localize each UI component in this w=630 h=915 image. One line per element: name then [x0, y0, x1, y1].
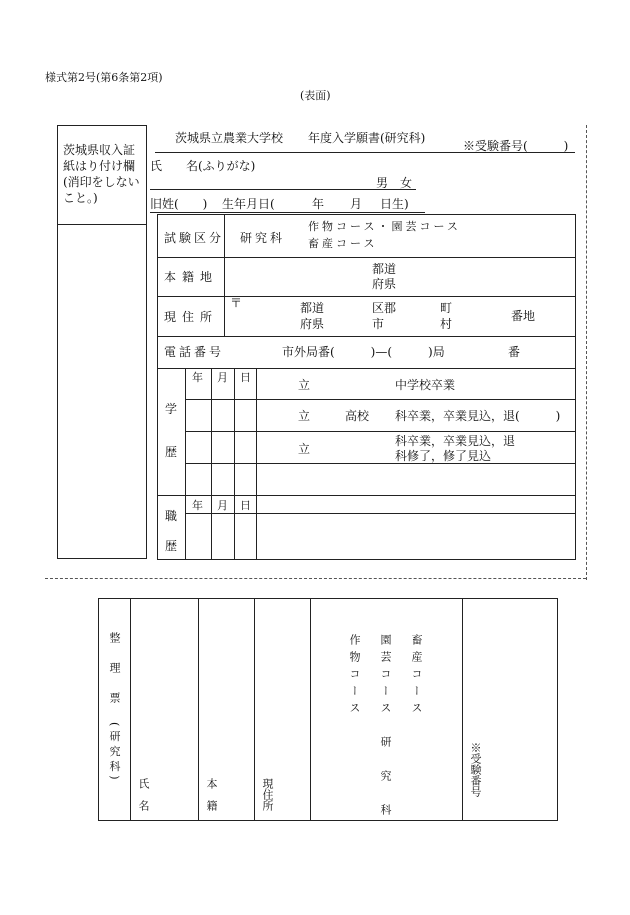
- education-col-year: 年: [192, 371, 203, 384]
- exam-section-label: 試験区分: [164, 231, 225, 245]
- gender-select[interactable]: 男 女: [376, 176, 413, 190]
- exam-number-field[interactable]: ※受験番号( ): [463, 139, 569, 153]
- row-line: [185, 431, 576, 432]
- name-label: 氏 名(ふりがな): [150, 159, 256, 173]
- address-ward-2: 市: [372, 317, 385, 331]
- education-label-1: 学: [165, 402, 178, 416]
- birth-month: 月: [350, 197, 363, 211]
- edu-row3-line1[interactable]: 科卒業，卒業見込，退: [395, 434, 516, 448]
- birth-day: 日生): [380, 197, 409, 211]
- address-ward-1: 区郡: [372, 301, 397, 315]
- address-banchi: 番地: [511, 309, 536, 323]
- domicile-label: 本籍地: [164, 270, 219, 284]
- slip-research-label: 研 究 科: [379, 736, 392, 821]
- edu-row2-school: 高校: [345, 409, 370, 423]
- row-line: [157, 336, 576, 337]
- slip-col-line: [310, 598, 311, 821]
- stamp-line-4: こと。): [63, 191, 98, 205]
- edu-row2-text[interactable]: 科卒業，卒業見込，退( ): [395, 409, 561, 423]
- former-name-field[interactable]: 旧姓( ): [150, 197, 208, 211]
- slip-col-line: [462, 598, 463, 821]
- filing-slip: [98, 598, 558, 821]
- edu-row3-line2[interactable]: 科修了，修了見込: [395, 449, 492, 463]
- col-line: [224, 214, 225, 336]
- side-label: (表面): [300, 89, 331, 102]
- col-line: [211, 368, 212, 560]
- header-underline: [155, 152, 575, 153]
- school-name: 茨城県立農業大学校: [175, 131, 284, 145]
- slip-course-2: 園芸コース: [379, 634, 392, 719]
- col-line: [234, 368, 235, 560]
- row-line: [185, 463, 576, 464]
- row-line: [157, 368, 576, 369]
- career-col-year: 年: [192, 499, 203, 512]
- stamp-line-2: 紙はり付け欄: [63, 159, 136, 173]
- career-label-1: 職: [165, 509, 178, 523]
- education-label-2: 歴: [165, 445, 178, 459]
- slip-domicile-label: 本 籍: [205, 778, 218, 811]
- row-line: [157, 257, 576, 258]
- slip-name-label: 氏 名: [137, 778, 150, 811]
- career-col-day: 日: [240, 499, 251, 512]
- education-col-month: 月: [217, 371, 228, 384]
- slip-title: 整 理 票 (研究科): [108, 632, 121, 784]
- birth-year: 年: [312, 197, 325, 211]
- edu-row1-text: 中学校卒業: [395, 378, 456, 392]
- birth-underline: [150, 212, 425, 213]
- name-underline: [150, 189, 416, 190]
- row-line: [157, 495, 576, 496]
- form-title: 年度入学願書(研究科): [308, 131, 426, 145]
- row-line: [185, 399, 576, 400]
- address-label: 現住所: [164, 310, 219, 324]
- slip-col-line: [198, 598, 199, 821]
- postal-mark-icon: 〒: [230, 296, 243, 310]
- slip-col-line: [130, 598, 131, 821]
- education-col-day: 日: [240, 371, 251, 384]
- phone-area-field[interactable]: 市外局番( )—( )局: [282, 345, 445, 359]
- address-pref-1: 都道: [300, 301, 325, 315]
- slip-course-1: 作物コース: [348, 634, 361, 719]
- course-option-line-2[interactable]: 畜産コース: [308, 237, 378, 250]
- course-option-line-1[interactable]: 作物コース・園芸コース: [308, 220, 461, 233]
- slip-address-label: 現住所: [261, 778, 274, 811]
- birth-date-label: 生年月日(: [222, 197, 275, 211]
- form-number: 様式第2号(第6条第2項): [45, 71, 163, 84]
- domicile-pref-2: 府県: [372, 277, 397, 291]
- address-town-1: 町: [440, 301, 453, 315]
- domicile-pref-1: 都道: [372, 262, 397, 276]
- stamp-box-divider: [57, 224, 147, 225]
- cut-line-horizontal: [45, 578, 586, 579]
- career-col-month: 月: [217, 499, 228, 512]
- slip-exam-number-label: ※受験番号: [469, 742, 482, 797]
- stamp-line-3: (消印をしない: [63, 175, 140, 189]
- address-town-2: 村: [440, 317, 453, 331]
- col-line: [256, 368, 257, 560]
- phone-number-suffix: 番: [508, 345, 521, 359]
- career-label-2: 歴: [165, 539, 178, 553]
- edu-row1-ritsu: 立: [298, 378, 311, 392]
- slip-course-3: 畜産コース: [410, 634, 423, 719]
- address-pref-2: 府県: [300, 317, 325, 331]
- stamp-line-1: 茨城県収入証: [63, 143, 136, 157]
- slip-col-line: [254, 598, 255, 821]
- edu-row3-ritsu: 立: [298, 442, 311, 456]
- row-line: [185, 513, 576, 514]
- research-course-label: 研究科: [240, 231, 286, 245]
- cut-line-vertical: [586, 125, 587, 580]
- row-line: [157, 296, 576, 297]
- edu-row2-ritsu: 立: [298, 409, 311, 423]
- col-line: [185, 368, 186, 560]
- phone-label: 電話番号: [164, 345, 225, 359]
